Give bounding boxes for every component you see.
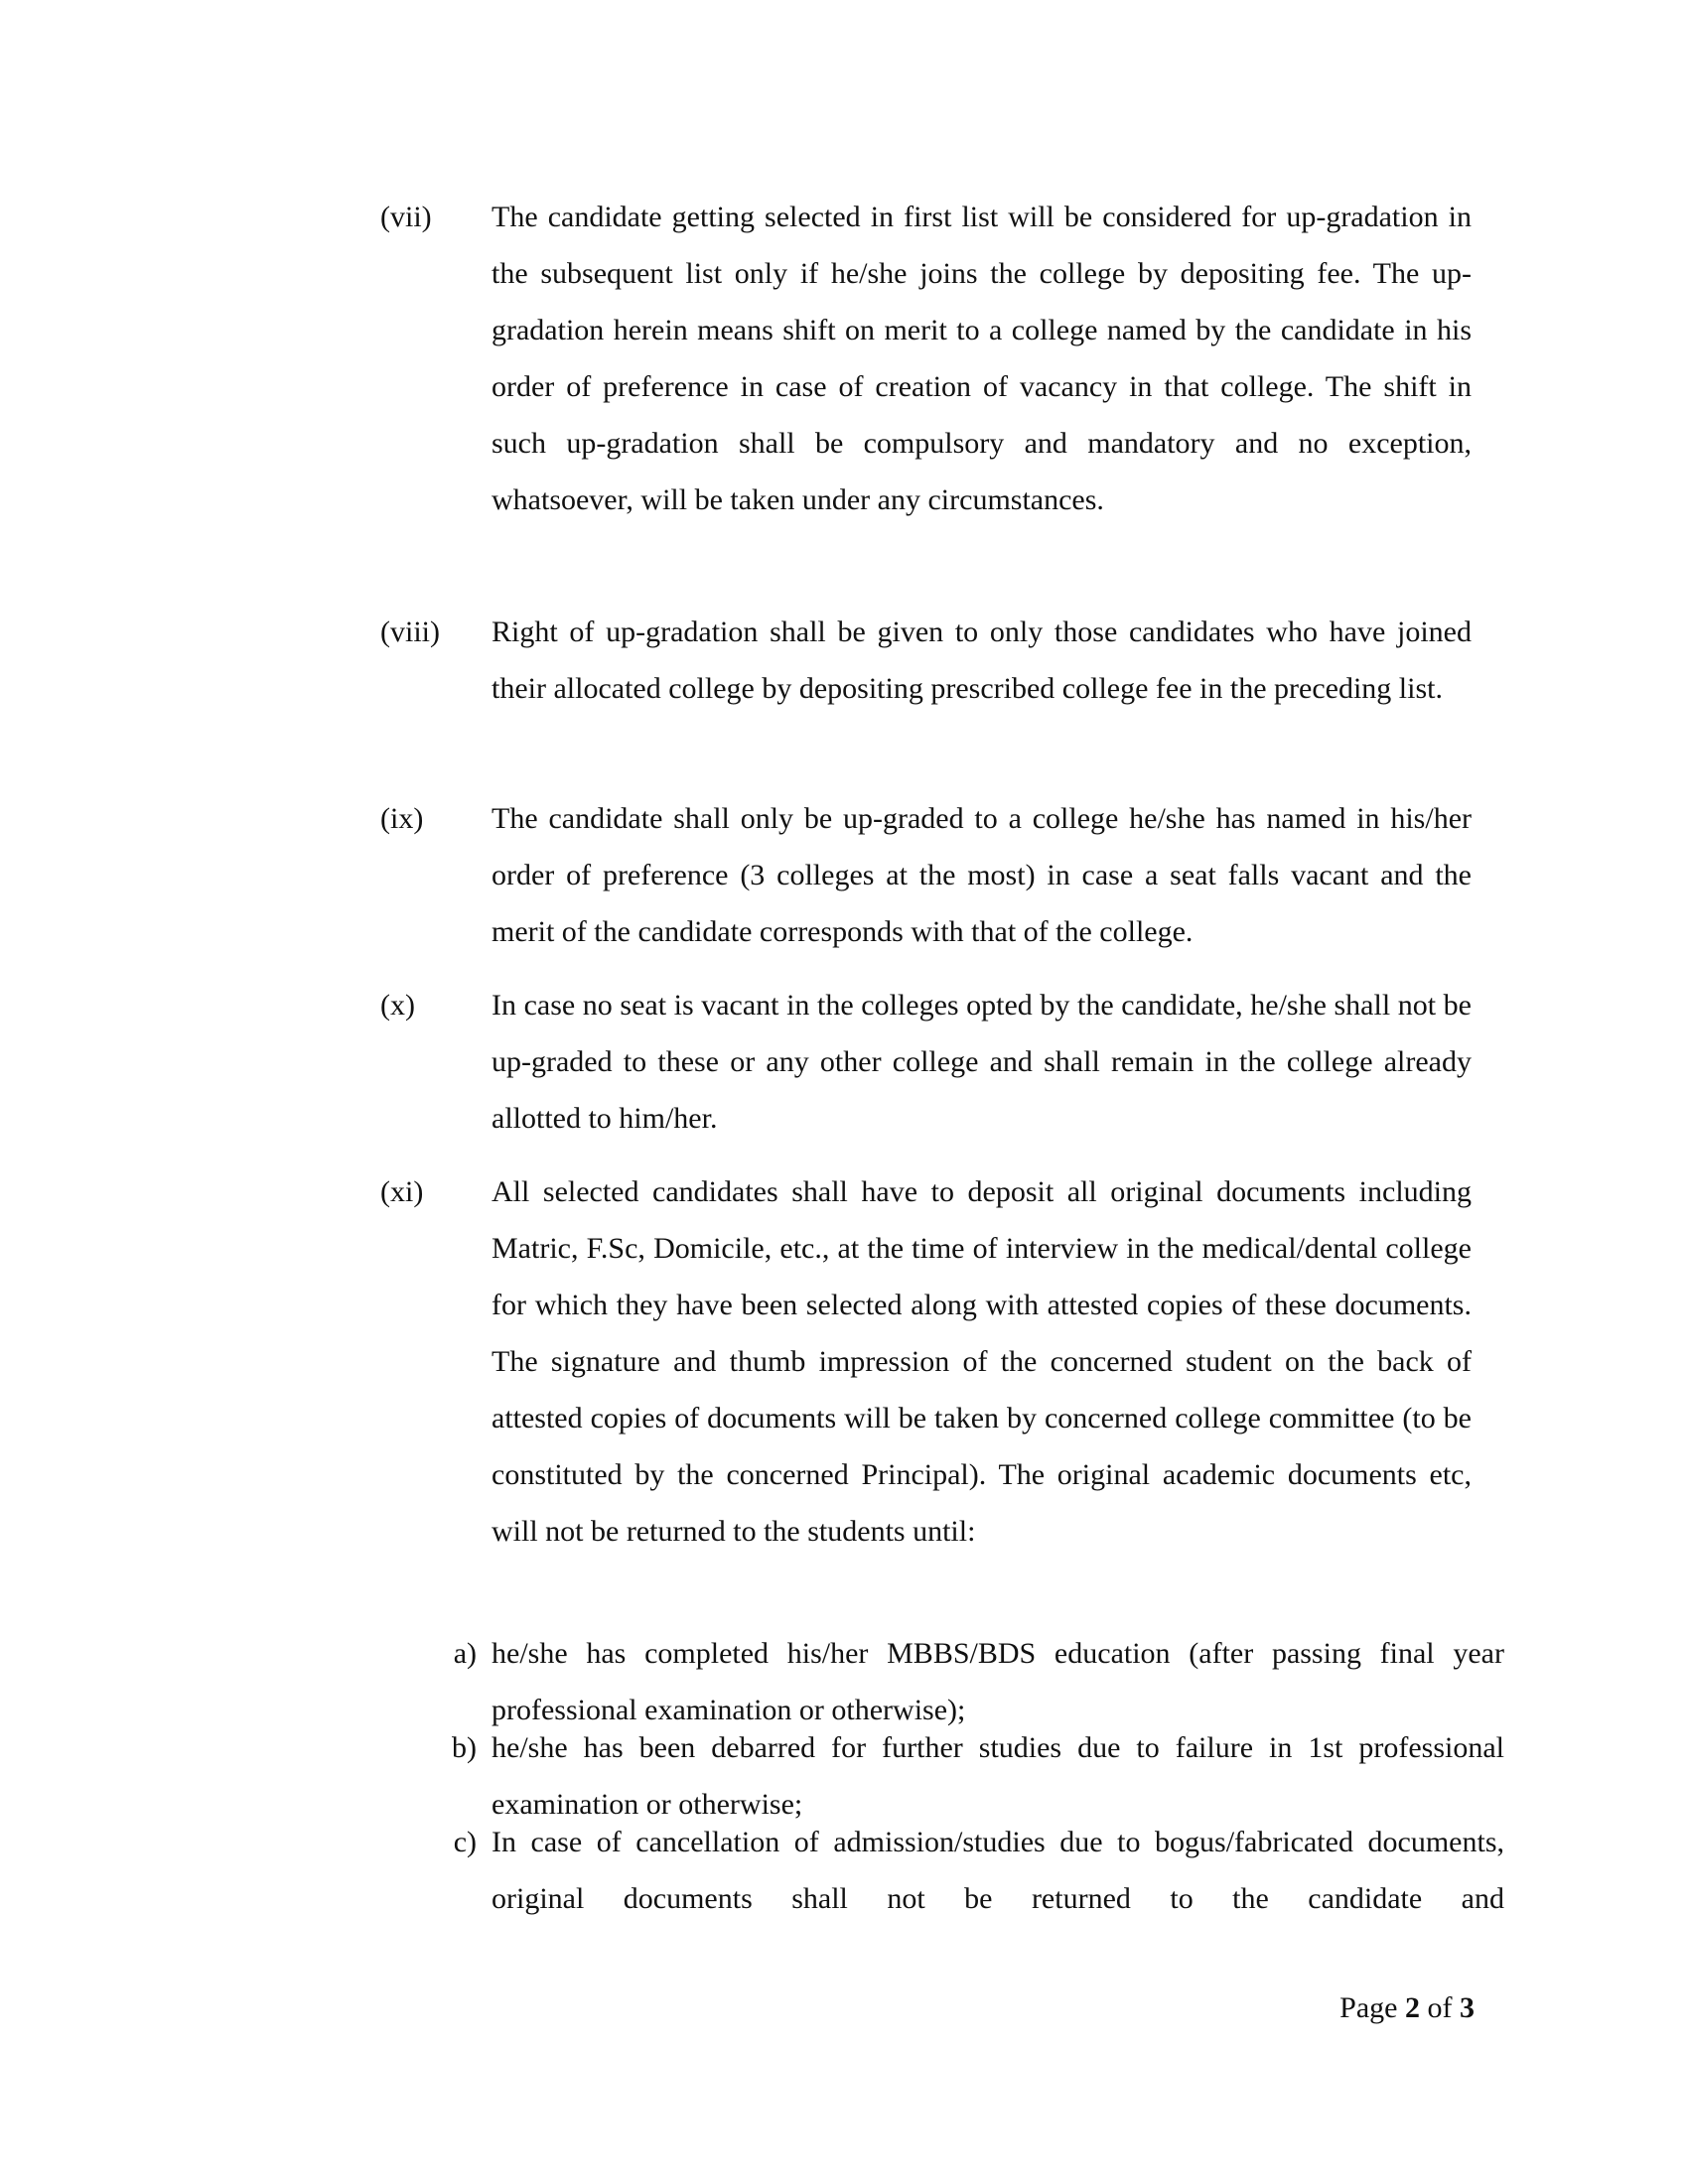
clause-number: (ix) — [380, 802, 424, 835]
clause-text: The candidate shall only be up-graded to a college he/she has named in his/her order of preference (3 colleges at the most) in case a seat falls vacant and the merit of the candidate corresponds with that of the college. — [492, 802, 1472, 948]
total-pages-number: 3 — [1460, 1991, 1475, 2024]
clause-text: In case no seat is vacant in the colleges opted by the candidate, he/she shall not be up-graded to these or any other college and shall remain in the college already allotted to him/her. — [492, 989, 1472, 1135]
page-footer — [1339, 1988, 1475, 2028]
clause-number: (viii) — [380, 615, 440, 648]
current-page-number: 2 — [1405, 1991, 1420, 2024]
clause-x — [380, 977, 1473, 1147]
clause-text: The candidate getting selected in first list will be considered for up-gradation in the subsequent list only if he/she joins the college by depositing fee. The up-gradation herein means shift on merit to a college named by the candidate in his order of preference in case of creation of vacancy in that college. The shift in such up-gradation shall be compulsory and mandatory and no exception, whatsoever, will be taken under any circumstances. — [492, 201, 1472, 516]
page-label: Page — [1339, 1991, 1398, 2024]
clause-ix — [380, 790, 1473, 960]
subitem-text: he/she has been debarred for further studies due to failure in 1st professional examination or otherwise; — [492, 1731, 1504, 1821]
subitem-text: In case of cancellation of admission/studies due to bogus/fabricated documents, original documents shall not be returned to the candidate and — [492, 1826, 1504, 1915]
clause-number: (vii) — [380, 201, 432, 233]
clause-vii — [380, 189, 1473, 528]
subitem-label: a) — [453, 1637, 477, 1670]
clause-number: (x) — [380, 989, 415, 1022]
subitem-text: he/she has completed his/her MBBS/BDS education (after passing final year professional examination or otherwise); — [492, 1637, 1504, 1726]
clause-viii — [380, 604, 1473, 717]
of-label: of — [1427, 1991, 1453, 2024]
subitem-label: c) — [453, 1826, 477, 1858]
clause-text: Right of up-gradation shall be given to only those candidates who have joined their allocated college by depositing prescribed college fee in the preceding list. — [492, 615, 1472, 705]
subitem-c — [437, 1814, 1504, 1927]
clause-number: (xi) — [380, 1175, 424, 1208]
clause-xi — [380, 1163, 1473, 1560]
clause-text: All selected candidates shall have to deposit all original documents including Matric, F.Sc, Domicile, etc., at the time of interview in the medical/dental college for which they have been selected along with attested copies of these documents. The signature and thumb impression of the concerned student on the back of attested copies of documents will be taken by concerned college committee (to be constituted by the concerned Principal). The original academic documents etc, will not be returned to the students until: — [492, 1175, 1472, 1548]
subitem-label: b) — [452, 1731, 477, 1764]
